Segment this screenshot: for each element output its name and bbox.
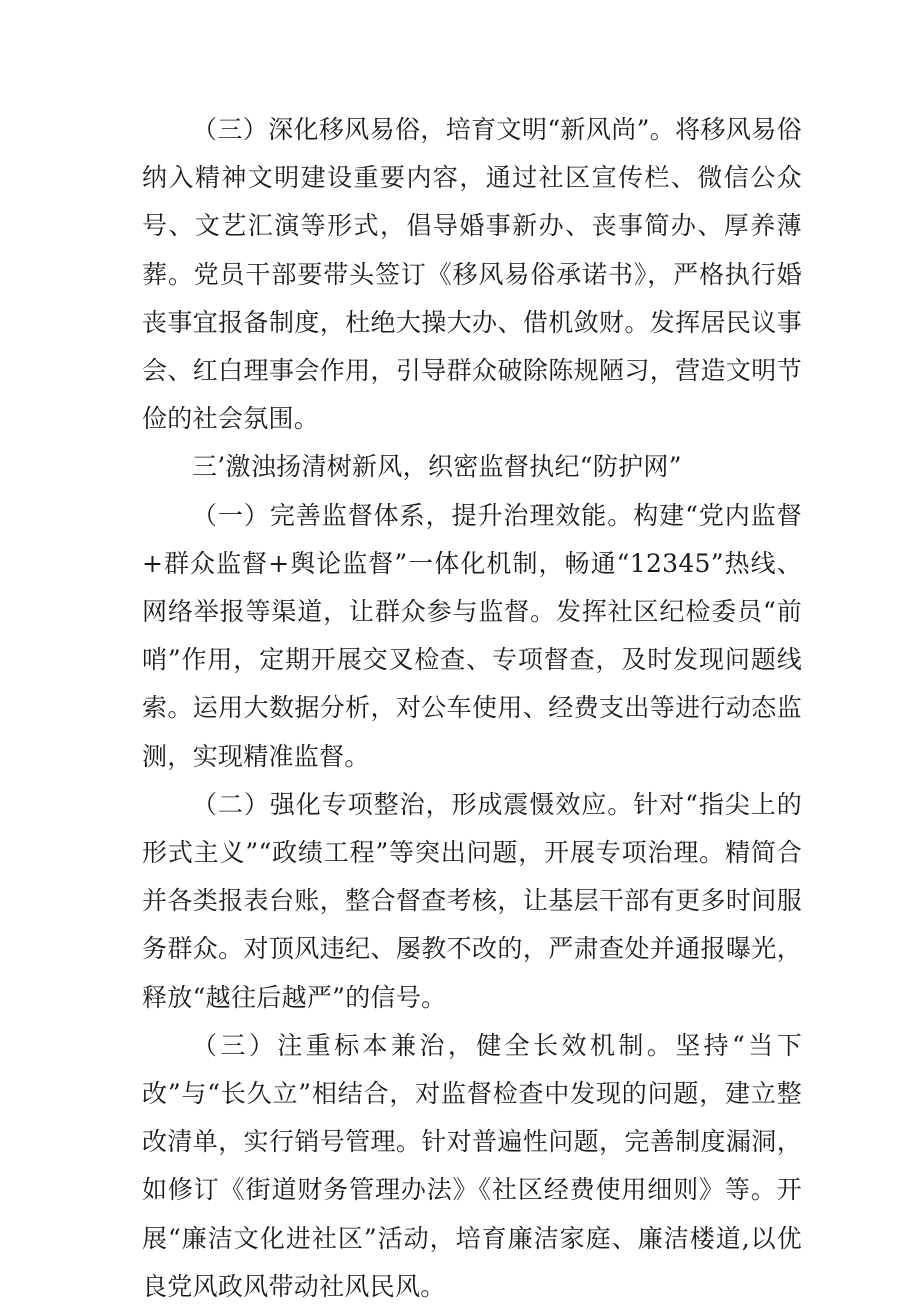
paragraph-special-rectification: （二）强化专项整治，形成震慑效应。针对“指尖上的形式主义”“政绩工程”等突出问题，开展专项治理。精简合并各类报表台账，整合督查考核，让基层干部有更多时间服务群众。对顶风违纪、屡教不改的，严肃查处并通报曝光，释放“越往后越严”的信号。 (142, 789, 802, 1012)
paragraph-supervision-system: （一）完善监督体系，提升治理效能。构建“党内监督+群众监督+舆论监督”一体化机制，畅通“12345”热线、网络举报等渠道，让群众参与监督。发挥社区纪检委员“前哨”作用，定期开展交叉检查、专项督查，及时发现问题线索。运用大数据分析，对公车使用、经费支出等进行动态监测，实现精准监督。 (142, 500, 802, 771)
section-heading-supervision: 三’激浊扬清树新风，织密监督执纪“防护网” (192, 452, 682, 482)
document-page (142, 106, 802, 1311)
paragraph-long-term-mechanism: （三）注重标本兼治，健全长效机制。坚持“当下改”与“长久立”相结合，对监督检查中发现的问题，建立整改清单，实行销号管理。针对普遍性问题，完善制度漏洞，如修订《街道财务管理办法》《社区经费使用细则》等。开展“廉洁文化进社区”活动，培育廉洁家庭、廉洁楼道,以优良党风政风带动社风民风。 (142, 1030, 802, 1301)
paragraph-customs-reform: （三）深化移风易俗，培育文明“新风尚”。将移风易俗纳入精神文明建设重要内容，通过社区宣传栏、微信公众号、文艺汇演等形式，倡导婚事新办、丧事简办、厚养薄葬。党员干部要带头签订《移风易俗承诺书》，严格执行婚丧事宜报备制度，杜绝大操大办、借机敛财。发挥居民议事会、红白理事会作用，引导群众破除陈规陋习，营造文明节俭的社会氛围。 (142, 115, 802, 434)
